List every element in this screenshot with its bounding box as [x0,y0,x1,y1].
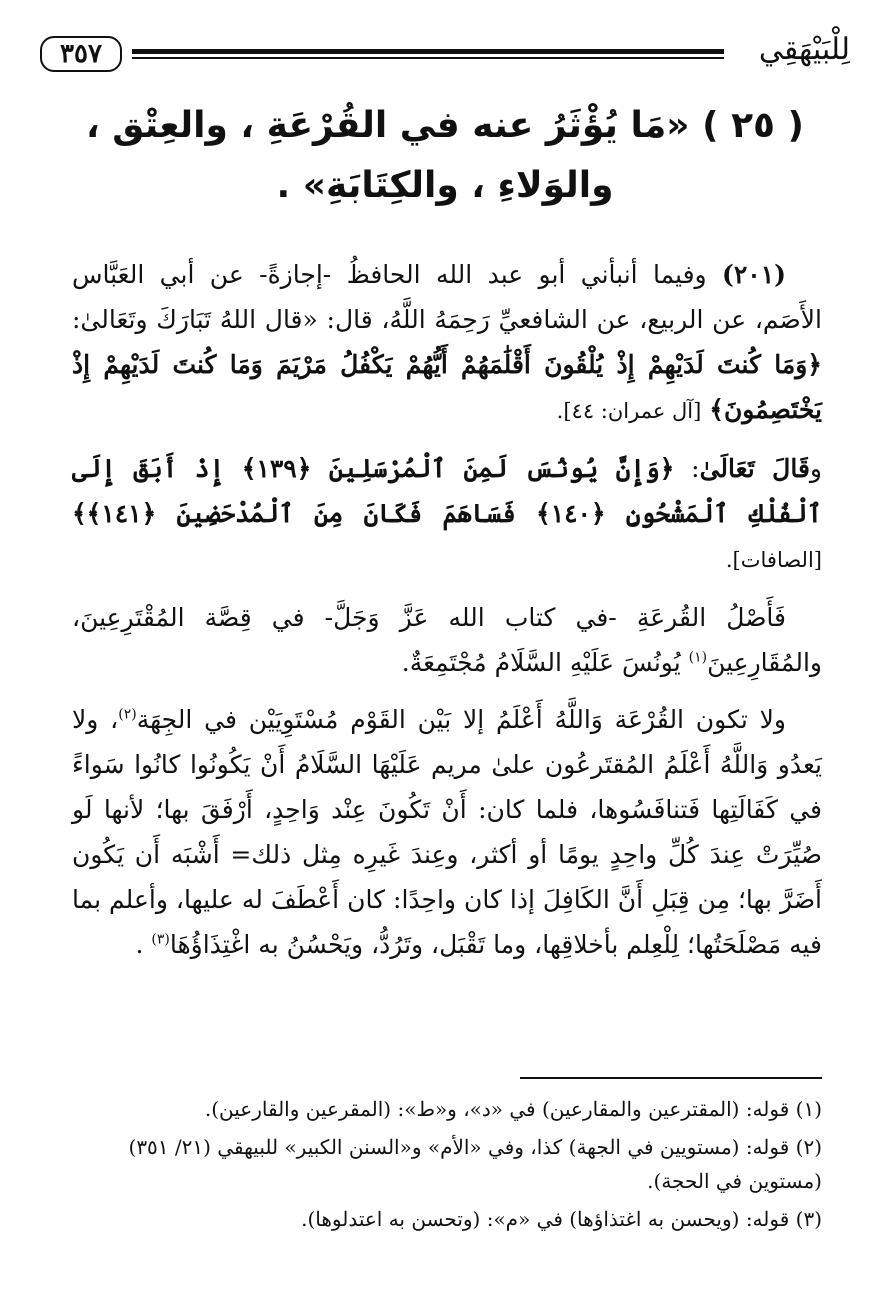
header-rule-thin [132,57,724,59]
paragraph-text: . [135,930,152,959]
footnote-marker[interactable]: (٢) [118,706,137,723]
running-title: لِلْبَيْهَقِي [758,32,850,67]
footnote-marker[interactable]: (١) [688,649,708,666]
footnote-1: (١) قوله: (المقترعين والمقارعين) في «د»، و«ط»: (المقرعين والقارعين). [204,1097,822,1121]
paragraph-text: وفيما أنبأني أبو عبد الله الحافظُ -إجازةً- عن أبي العَبَّاس الأَصَم، عن الربيع، عن الشافعيِّ رَحِمَهُ اللَّهُ، قال: «قال اللهُ تَبَارَكَ وتَعَالىٰ: [72,260,822,334]
paragraph-lead: و [809,454,822,483]
header-rule-thick [132,49,724,54]
footnote-marker[interactable]: (٣) [151,931,170,948]
footnote-separator [520,1077,822,1079]
hadith-number: (٢٠١) [722,260,786,289]
paragraph-text: يُونُسَ عَلَيْهِ السَّلَامُ مُجْتَمِعَةٌ. [401,648,681,677]
page-number: ٣٥٧ [40,36,122,72]
quran-verse: ﴿وَإِنَّ يُونُسَ لَمِنَ ٱلْمُرْسَلِينَ ﴿١٣٩﴾ إِذْ أَبَقَ إِلَى ٱلْفُلْكِ ٱلْمَشْحُونِ ﴿١٤٠﴾ فَسَاهَمَ فَكَانَ مِنَ ٱلْمُدْحَضِينَ ﴿١٤١﴾﴾ [72,454,822,528]
calligraphic-phrase: قَالَ تَعَالَىٰ [699,454,810,483]
colon: : [691,454,700,483]
paragraph-lottery [72,697,822,967]
paragraph-origin [72,595,822,685]
verse-reference: [الصافات]. [725,548,822,572]
footnotes [72,1092,822,1240]
chapter-title: ( ٢٥ ) «مَا يُؤْثَرُ عنه في القُرْعَةِ ، والعِتْق ، والوَلاءِ ، والكِتَابَةِ» . [85,105,805,206]
paragraph-text: فَأَصْلُ القُرعَةِ -في كتاب الله عَزَّ وَجَلَّ- في قِصَّة المُقْتَرِعِينَ، والمُقَارِعِينَ [72,603,822,677]
quran-verse: ﴿وَمَا كُنتَ لَدَيْهِمْ إِذْ يُلْقُونَ أَقْلَٰمَهُمْ أَيُّهُمْ يَكْفُلُ مَرْيَمَ وَمَا كُنتَ لَدَيْهِمْ إِذْ يَخْتَصِمُونَ﴾ [72,350,822,424]
paragraph-text: ولا تكون القُرْعَة وَاللَّهُ أَعْلَمُ إلا بَيْن القَوْم مُسْتَوِيَيْن في الجِهَة [136,705,786,734]
verse-reference: [آل عمران: ٤٤]. [556,399,702,423]
paragraph-text: ، ولا يَعدُو وَاللَّهُ أَعْلَمُ المُقتَرعُون علىٰ مريم عَلَيْهَا السَّلَامُ أَنْ يَكُونُوا كانُوا سَواءً في كَفَالَتِها فَتنافَسُوها، فلما كان: أَنْ تَكُونَ عِنْد وَاحِدٍ، أَرْفَقَ بها؛ لأنها لَو صُيِّرَتْ عِندَ كُلِّ واحِدٍ يومًا أو أكثر، وعِندَ غَيرِه مِثل ذلك= أَشْبَه أَن يَكُون أَضَرَّ بها؛ مِن قِبَلِ أَنَّ الكَافِلَ إذا كان واحِدًا: كان أَعْطَفَ له عليها، وأعلم بما فيه مَصْلَحَتُها؛ لِلْعِلم بأخلاقِها، وما تَقْبَل، وتَرُدُّ، ويَحْسُنُ به اغْتِذَاؤُهَا [72,705,822,959]
paragraph-201 [72,252,822,434]
footnote-2: (٢) قوله: (مستويين في الجهة) كذا، وفي «الأم» و«السنن الكبير» للبيهقي (٢١/ ٣٥١) (مستوين في الحجة). [128,1135,822,1193]
page-header [40,32,850,80]
footnote-3: (٣) قوله: (ويحسن به اغتذاؤها) في «م»: (وتحسن به اعتدلوها). [301,1207,822,1231]
body-text [72,252,822,979]
paragraph-verse-yunus [72,446,822,583]
